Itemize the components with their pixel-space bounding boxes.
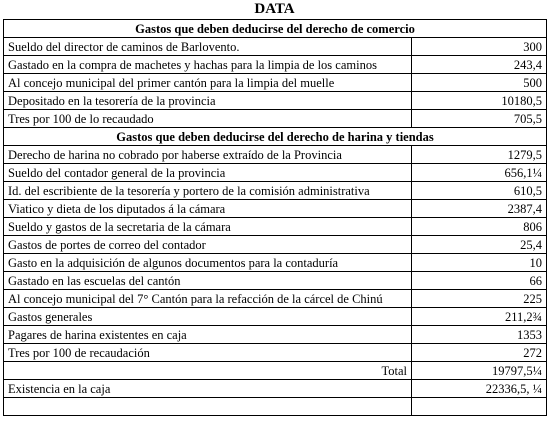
row-label: Pagares de harina existentes en caja: [4, 326, 412, 344]
table-row: [4, 92, 547, 110]
row-label: Gastado en la compra de machetes y hachas para la limpia de los caminos: [4, 56, 412, 74]
row-amount: 272: [412, 344, 547, 362]
table-row: [4, 38, 547, 56]
total-label: Total: [4, 362, 412, 380]
row-amount: 211,2¾: [412, 308, 547, 326]
row-label: Viatico y dieta de los diputados á la cámara: [4, 200, 412, 218]
row-label: Sueldo del contador general de la provincia: [4, 164, 412, 182]
row-label: Gastos de portes de correo del contador: [4, 236, 412, 254]
row-amount: 243,4: [412, 56, 547, 74]
row-label: Depositado en la tesorería de la provincia: [4, 92, 412, 110]
table-row: [4, 308, 547, 326]
expense-table: [3, 19, 547, 416]
table-row: [4, 290, 547, 308]
section-heading: Gastos que deben deducirse del derecho de comercio: [4, 20, 547, 38]
row-amount: 10180,5: [412, 92, 547, 110]
table-row: [4, 200, 547, 218]
row-label: Sueldo y gastos de la secretaria de la cámara: [4, 218, 412, 236]
row-amount: 705,5: [412, 110, 547, 128]
table-row: [4, 326, 547, 344]
expense-table-body: [4, 20, 547, 416]
row-amount: 806: [412, 218, 547, 236]
section-commerce-heading-row: [4, 20, 547, 38]
table-row: [4, 164, 547, 182]
table-row: [4, 56, 547, 74]
existencia-row: [4, 380, 547, 398]
row-amount: 225: [412, 290, 547, 308]
row-label: Gastos generales: [4, 308, 412, 326]
table-row: [4, 344, 547, 362]
table-row: [4, 146, 547, 164]
row-amount: 1353: [412, 326, 547, 344]
row-label: Sueldo del director de caminos de Barlovento.: [4, 38, 412, 56]
row-label: Al concejo municipal del primer cantón para la limpia del muelle: [4, 74, 412, 92]
table-row: [4, 254, 547, 272]
empty-cell: [4, 398, 412, 416]
empty-row: [4, 398, 547, 416]
total-row: [4, 362, 547, 380]
row-amount: 2387,4: [412, 200, 547, 218]
row-label: Derecho de harina no cobrado por haberse extraído de la Provincia: [4, 146, 412, 164]
row-label: Tres por 100 de lo recaudado: [4, 110, 412, 128]
table-row: [4, 182, 547, 200]
table-row: [4, 110, 547, 128]
table-row: [4, 218, 547, 236]
row-label: Al concejo municipal del 7° Cantón para la refacción de la cárcel de Chinú: [4, 290, 412, 308]
row-amount: 10: [412, 254, 547, 272]
existencia-label: Existencia en la caja: [4, 380, 412, 398]
total-amount: 19797,5¼: [412, 362, 547, 380]
row-amount: 25,4: [412, 236, 547, 254]
document-title: DATA: [254, 1, 295, 17]
table-row: [4, 236, 547, 254]
row-label: Id. del escribiente de la tesorería y portero de la comisión administrativa: [4, 182, 412, 200]
row-label: Tres por 100 de recaudación: [4, 344, 412, 362]
table-row: [4, 272, 547, 290]
row-amount: 500: [412, 74, 547, 92]
row-amount: 1279,5: [412, 146, 547, 164]
section-heading: Gastos que deben deducirse del derecho de harina y tiendas: [4, 128, 547, 146]
existencia-amount: 22336,5, ¼: [412, 380, 547, 398]
row-amount: 300: [412, 38, 547, 56]
row-label: Gasto en la adquisición de algunos documentos para la contaduría: [4, 254, 412, 272]
row-amount: 610,5: [412, 182, 547, 200]
row-amount: 656,1¼: [412, 164, 547, 182]
table-row: [4, 74, 547, 92]
empty-cell: [412, 398, 547, 416]
row-label: Gastado en las escuelas del cantón: [4, 272, 412, 290]
row-amount: 66: [412, 272, 547, 290]
section-flour-heading-row: [4, 128, 547, 146]
